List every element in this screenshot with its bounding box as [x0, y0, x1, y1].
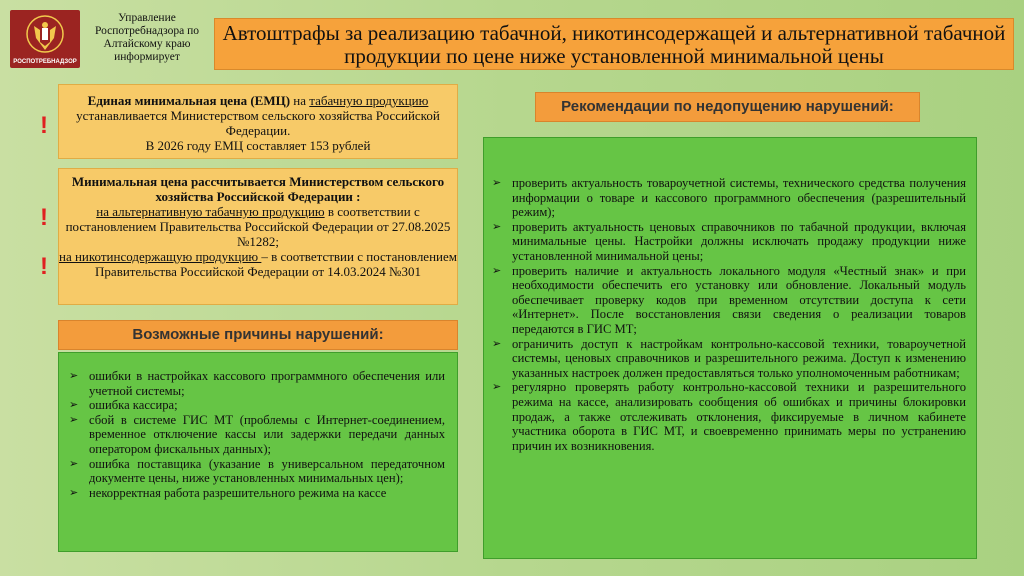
list-item: ➢ проверить актуальность ценовых справочников по табачной продукции, включая минимальные цены. Настройки должны исключать продажу продукции ниже установленной минимальной цены; [488, 220, 966, 264]
list-item: ➢ регулярно проверять работу контрольно-кассовой техники и разрешительного режима на кассе, анализировать сообщения об ошибках и причины блокировки продаж, а также отслеживать отклонения, фиксируемые в личном кабинете участника оборота в ГИС МТ, и своевременно принимать меры по устранению причин их возникновения. [488, 380, 966, 453]
list-item: ➢ проверить наличие и актуальность локального модуля «Честный знак» и при необходимости обеспечить его установку или обновление. Локальный модуль обеспечивает проверку кодов при временном отсутствии доступа к сети «Интернет». После восстановления связи сведения о реализации товаров передаются в ГИС МТ; [488, 264, 966, 337]
exclamation-icon: ! [40, 112, 48, 139]
exclamation-icon: ! [40, 204, 48, 231]
emc-value: В 2026 году ЕМЦ составляет 153 рублей [145, 138, 371, 153]
emblem-icon [10, 10, 80, 58]
emc-connector: на [290, 93, 310, 108]
list-item: ➢ сбой в системе ГИС МТ (проблемы с Интернет-соединением, временное отключение кассы или задержки передачи данных оператором фискальных данных); [65, 413, 445, 457]
alt-product-link: на альтернативную табачную продукцию [96, 204, 325, 219]
recommendations-panel [483, 137, 977, 559]
min-price-heading: Минимальная цена рассчитывается Министерством сельского хозяйства Российской Федерации : [71, 174, 445, 204]
list-item: ➢ ограничить доступ к настройкам контрольно-кассовой техники, товароучетной системы, ценовых справочников и разрешительного режима. Доступ к изменению указанных настроек должен предоставляться только уполномоченным работникам; [488, 337, 966, 381]
alt-product-text: в соответствии с постановлением Правительства Российской Федерации от 27.08.2025 №1282; [65, 204, 451, 249]
emc-product-link: табачную продукцию [309, 93, 429, 108]
list-item: ➢ ошибка кассира; [65, 398, 445, 413]
causes-list [65, 369, 445, 500]
list-item: ➢ ошибки в настройках кассового программного обеспечения или учетной системы; [65, 369, 445, 398]
list-item: ➢ некорректная работа разрешительного режима на кассе [65, 486, 445, 501]
rospotrebnadzor-logo [10, 10, 80, 68]
emc-desc: устанавливается Министерством сельского хозяйства Российской Федерации. [76, 108, 440, 138]
nicotine-product-text: – в соответствии с постановлением Правительства Российской Федерации от 14.03.2024 №301 [95, 249, 457, 279]
causes-panel [58, 352, 458, 552]
org-info: Управление Роспотребнадзора по Алтайскому краю информирует [95, 12, 199, 63]
causes-heading: Возможные причины нарушений: [58, 320, 458, 350]
nicotine-product-link: на никотинсодержащую продукцию [59, 249, 262, 264]
page-title: Автоштрафы за реализацию табачной, никотинсодержащей и альтернативной табачной продукции по цене ниже установленной минимальной цены [214, 18, 1014, 70]
exclamation-icon: ! [40, 253, 48, 280]
min-price-info-box [58, 168, 458, 305]
list-item: ➢ проверить актуальность товароучетной системы, технического средства получения информации о товаре и кассового программного обеспечения (разрешительный режим); [488, 176, 966, 220]
recommendations-heading: Рекомендации по недопущению нарушений: [535, 92, 920, 122]
emc-info-box [58, 84, 458, 159]
recommendations-list [488, 176, 966, 453]
list-item: ➢ ошибка поставщика (указание в универсальном передаточном документе цены, ниже установленных минимальных цен); [65, 457, 445, 486]
logo-label: РОСПОТРЕБНАДЗОР [13, 59, 77, 65]
emc-term: Единая минимальная цена (ЕМЦ) [87, 93, 291, 108]
